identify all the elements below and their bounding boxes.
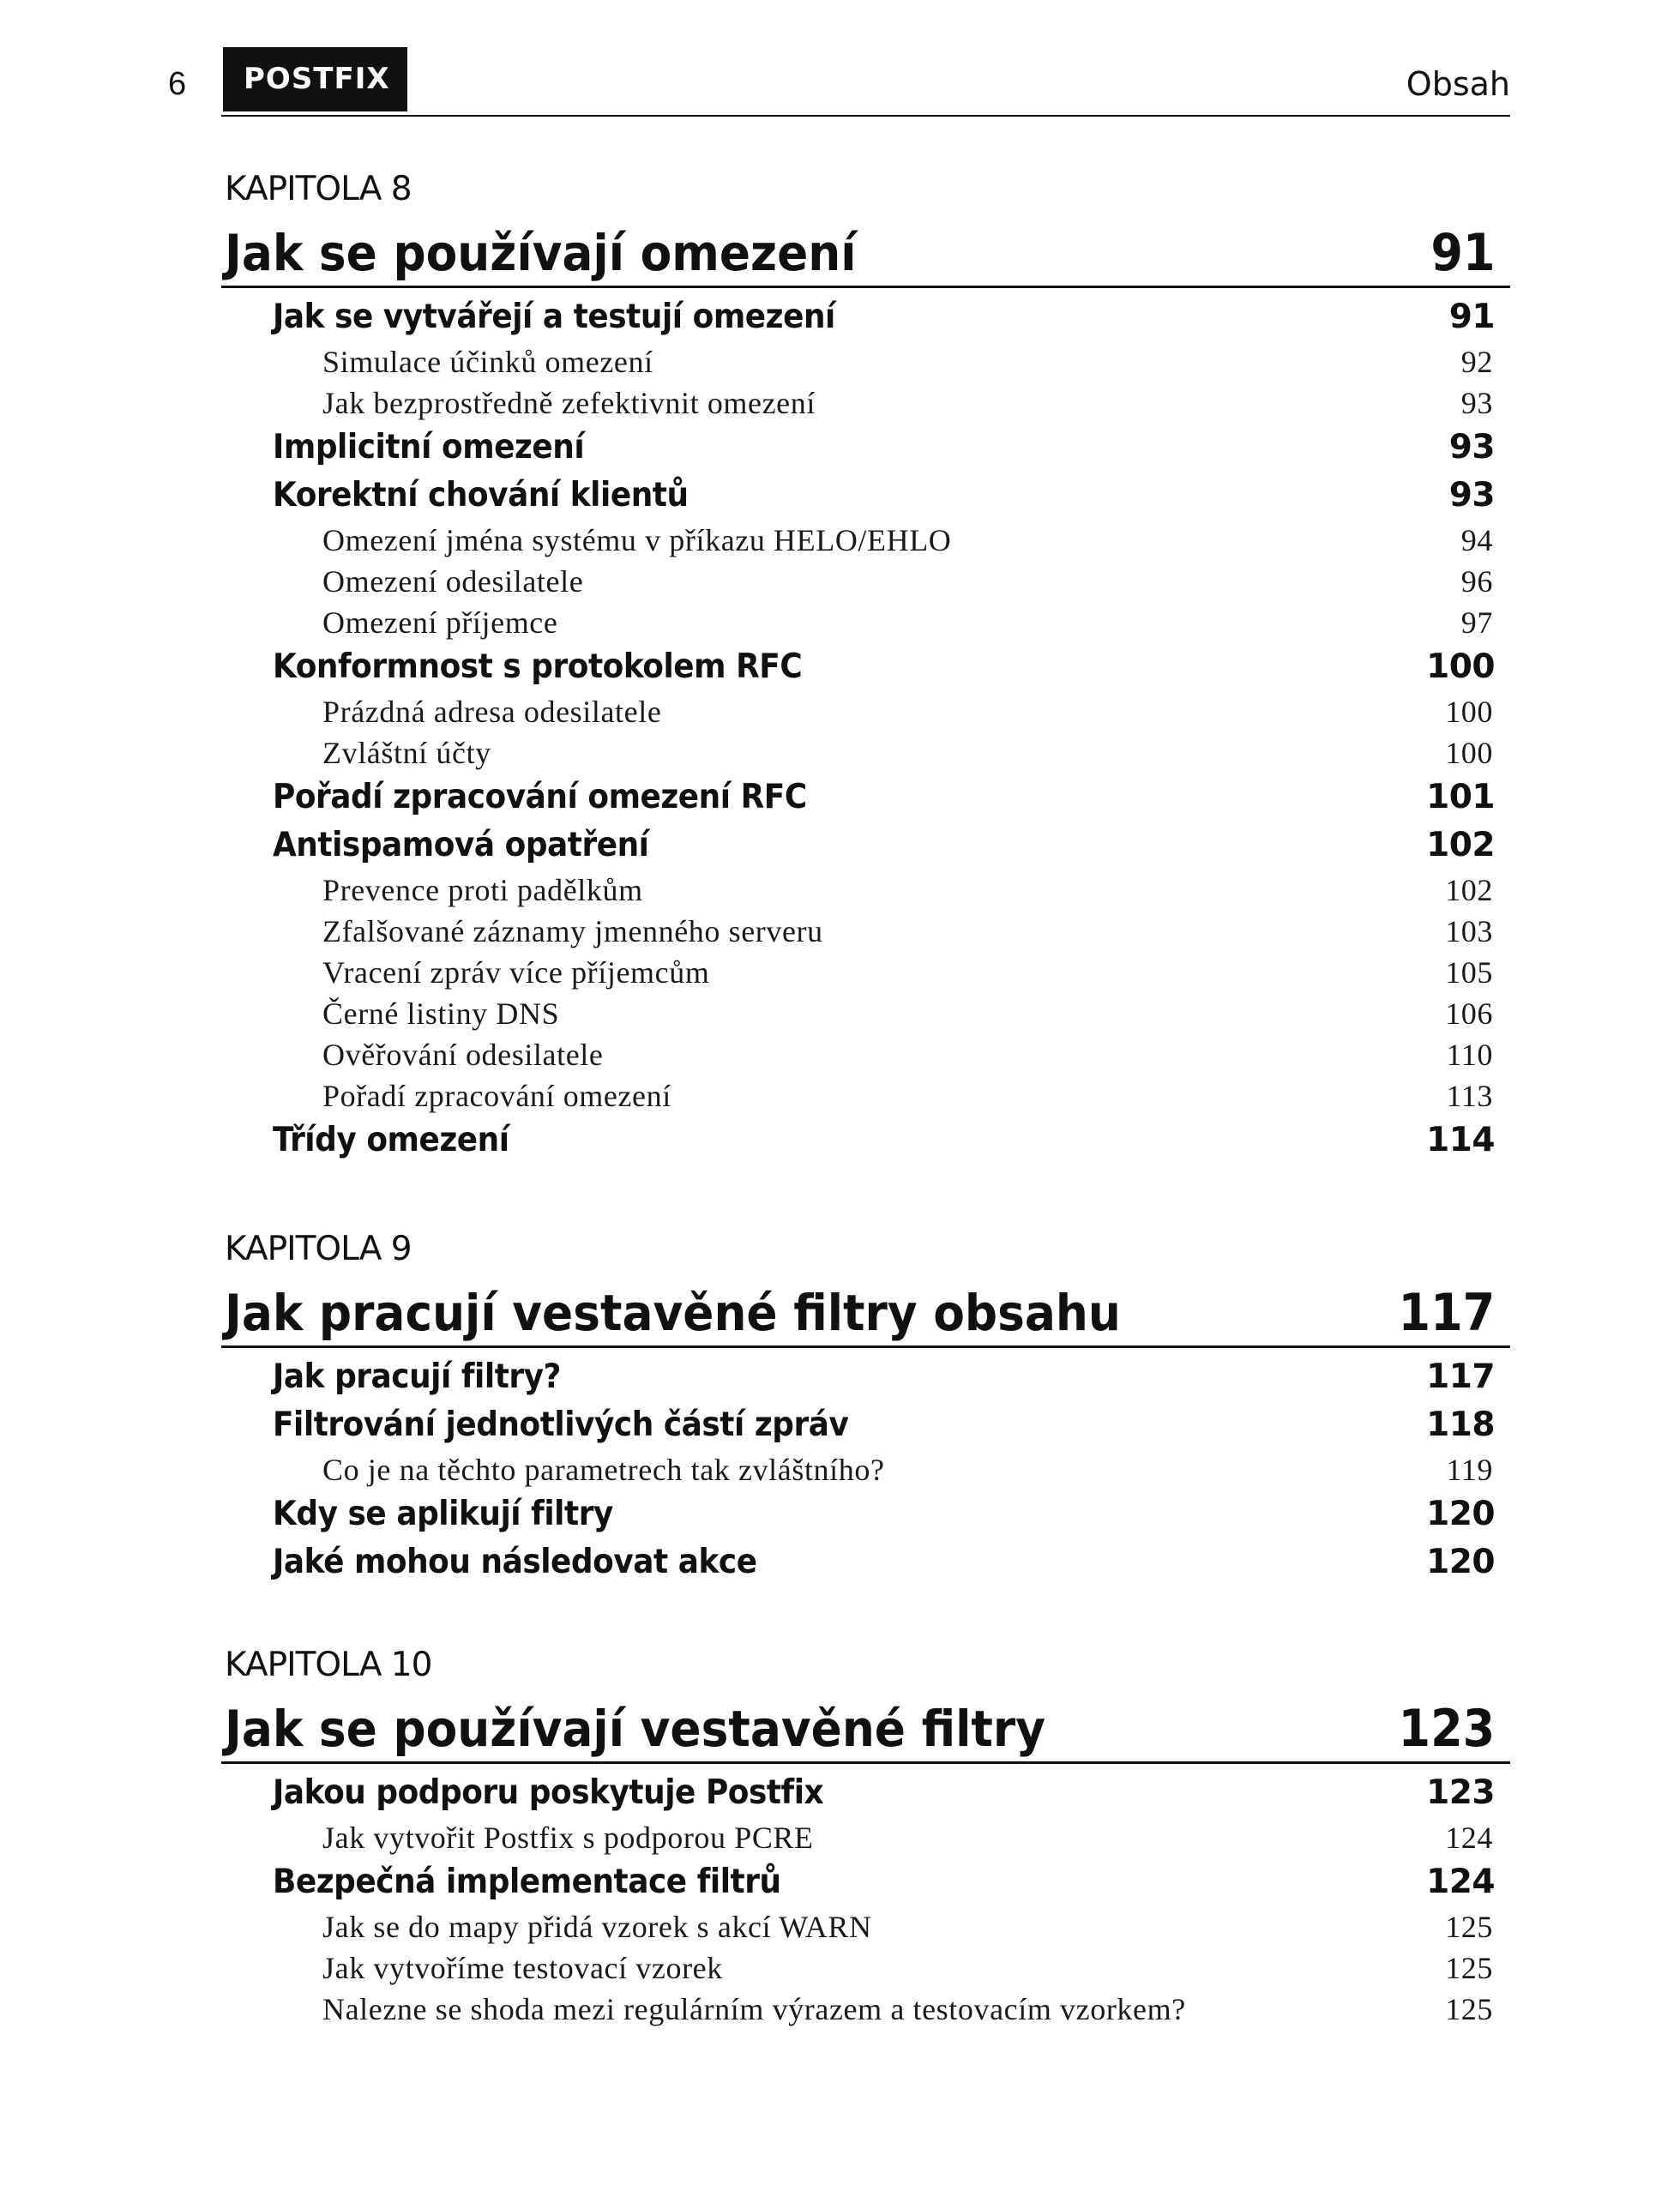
- section-label: Obsah: [1406, 65, 1510, 103]
- page-header: [0, 0, 1680, 120]
- entry-page-number: 94: [1460, 523, 1493, 557]
- entry-title: Omezení jména systému v příkazu HELO/EHLO: [322, 523, 952, 557]
- toc-entries: [221, 293, 1510, 1165]
- entry-page-number: 103: [1445, 914, 1493, 948]
- chapter-8: [221, 168, 1510, 1165]
- chapter-heading[interactable]: [221, 1279, 1510, 1348]
- toc-section-entry[interactable]: [221, 1353, 1510, 1401]
- entry-page-number: 117: [1426, 1357, 1495, 1396]
- entry-page-number: 123: [1426, 1773, 1495, 1812]
- toc-section-entry[interactable]: [221, 1401, 1510, 1449]
- toc-subsection-entry[interactable]: [221, 341, 1510, 382]
- entry-title: Jak se do mapy přidá vzorek s akcí WARN: [322, 1910, 872, 1944]
- entry-page-number: 125: [1445, 1910, 1493, 1944]
- entry-page-number: 125: [1445, 1951, 1493, 1985]
- entry-page-number: 120: [1426, 1495, 1495, 1533]
- entry-page-number: 125: [1445, 1992, 1493, 2026]
- toc-section-entry[interactable]: [221, 773, 1510, 822]
- page-number: 6: [168, 66, 187, 102]
- entry-page-number: 120: [1426, 1543, 1495, 1581]
- chapter-heading[interactable]: [221, 220, 1510, 288]
- toc-subsection-entry[interactable]: [221, 952, 1510, 993]
- entry-title: Simulace účinků omezení: [322, 345, 653, 379]
- chapter-9: [221, 1228, 1510, 1586]
- toc-section-entry[interactable]: [221, 1769, 1510, 1817]
- entry-page-number: 114: [1426, 1121, 1495, 1159]
- chapter-heading[interactable]: [221, 1695, 1510, 1764]
- entry-page-number: 100: [1445, 695, 1493, 729]
- chapter-10: [221, 1644, 1510, 2030]
- toc-subsection-entry[interactable]: [221, 691, 1510, 732]
- toc-subsection-entry[interactable]: [221, 382, 1510, 424]
- entry-page-number: 93: [1448, 428, 1495, 466]
- toc-subsection-entry[interactable]: [221, 561, 1510, 602]
- toc-subsection-entry[interactable]: [221, 602, 1510, 643]
- entry-title: Kdy se aplikují filtry: [273, 1495, 613, 1533]
- entry-title: Pořadí zpracování omezení: [322, 1079, 671, 1113]
- entry-page-number: 100: [1426, 647, 1495, 686]
- entry-title: Filtrování jednotlivých částí zpráv: [273, 1405, 849, 1444]
- toc-subsection-entry[interactable]: [221, 1034, 1510, 1075]
- toc-entries: [221, 1353, 1510, 1586]
- entry-title: Třídy omezení: [273, 1121, 509, 1159]
- entry-title: Ověřování odesilatele: [322, 1038, 604, 1072]
- toc-section-entry[interactable]: [221, 472, 1510, 520]
- entry-title: Zvláštní účty: [322, 736, 491, 770]
- entry-page-number: 113: [1446, 1079, 1493, 1113]
- entry-title: Konformnost s protokolem RFC: [273, 647, 803, 686]
- toc-subsection-entry[interactable]: [221, 1989, 1510, 2030]
- entry-title: Korektní chování klientů: [273, 476, 689, 515]
- entry-page-number: 119: [1446, 1453, 1493, 1487]
- chapter-title: Jak se používají vestavěné filtry: [225, 1700, 1046, 1758]
- chapter-page-number: 117: [1398, 1283, 1495, 1343]
- entry-page-number: 93: [1460, 386, 1493, 420]
- entry-title: Prevence proti padělkům: [322, 873, 643, 907]
- entry-title: Černé listiny DNS: [322, 996, 560, 1031]
- entry-title: Nalezne se shoda mezi regulárním výrazem a testovacím vzorkem?: [322, 1992, 1186, 2026]
- entry-page-number: 124: [1445, 1821, 1493, 1855]
- toc-subsection-entry[interactable]: [221, 911, 1510, 952]
- toc-section-entry[interactable]: [221, 822, 1510, 870]
- entry-page-number: 124: [1426, 1863, 1495, 1901]
- entry-title: Jak pracují filtry?: [273, 1357, 561, 1396]
- entry-page-number: 92: [1460, 345, 1493, 379]
- entry-page-number: 93: [1448, 476, 1495, 515]
- toc-subsection-entry[interactable]: [221, 870, 1510, 911]
- entry-title: Jak bezprostředně zefektivnit omezení: [322, 386, 816, 420]
- entry-title: Bezpečná implementace filtrů: [273, 1863, 781, 1901]
- entry-title: Jak vytvořit Postfix s podporou PCRE: [322, 1821, 814, 1855]
- toc-subsection-entry[interactable]: [221, 1449, 1510, 1490]
- entry-title: Jak vytvoříme testovací vzorek: [322, 1951, 723, 1985]
- chapter-title: Jak pracují vestavěné filtry obsahu: [225, 1284, 1121, 1342]
- chapter-title: Jak se používají omezení: [225, 224, 857, 282]
- entry-page-number: 102: [1445, 873, 1493, 907]
- toc-subsection-entry[interactable]: [221, 1906, 1510, 1947]
- entry-title: Jaké mohou následovat akce: [273, 1543, 757, 1581]
- entry-page-number: 100: [1445, 736, 1493, 770]
- book-title-tab: POSTFIX: [223, 47, 407, 111]
- toc-entries: [221, 1769, 1510, 2030]
- entry-page-number: 97: [1460, 605, 1493, 640]
- toc-section-entry[interactable]: [221, 293, 1510, 341]
- entry-title: Omezení příjemce: [322, 605, 558, 640]
- entry-title: Antispamová opatření: [273, 826, 649, 864]
- toc-section-entry[interactable]: [221, 1538, 1510, 1586]
- entry-page-number: 96: [1460, 564, 1493, 599]
- chapter-page-number: 123: [1398, 1699, 1495, 1759]
- toc-section-entry[interactable]: [221, 643, 1510, 691]
- entry-title: Jakou podporu poskytuje Postfix: [273, 1773, 824, 1812]
- chapter-label: KAPITOLA 9: [225, 1230, 412, 1268]
- toc-subsection-entry[interactable]: [221, 732, 1510, 773]
- toc-subsection-entry[interactable]: [221, 993, 1510, 1034]
- toc-section-entry[interactable]: [221, 1117, 1510, 1165]
- entry-page-number: 118: [1426, 1405, 1495, 1444]
- entry-title: Vracení zpráv více příjemcům: [322, 955, 710, 990]
- toc-section-entry[interactable]: [221, 1858, 1510, 1906]
- entry-title: Zfalšované záznamy jmenného serveru: [322, 914, 823, 948]
- entry-page-number: 106: [1445, 996, 1493, 1031]
- entry-title: Implicitní omezení: [273, 428, 585, 466]
- entry-page-number: 91: [1448, 298, 1495, 336]
- toc-section-entry[interactable]: [221, 1490, 1510, 1538]
- toc-subsection-entry[interactable]: [221, 520, 1510, 561]
- entry-title: Pořadí zpracování omezení RFC: [273, 778, 807, 816]
- toc-section-entry[interactable]: [221, 424, 1510, 472]
- toc-subsection-entry[interactable]: [221, 1947, 1510, 1989]
- toc-subsection-entry[interactable]: [221, 1817, 1510, 1858]
- entry-title: Omezení odesilatele: [322, 564, 584, 599]
- entry-page-number: 102: [1426, 826, 1495, 864]
- header-rule: [221, 115, 1510, 117]
- chapter-page-number: 91: [1430, 223, 1495, 283]
- toc-subsection-entry[interactable]: [221, 1075, 1510, 1117]
- entry-page-number: 110: [1446, 1038, 1493, 1072]
- entry-title: Prázdná adresa odesilatele: [322, 695, 662, 729]
- entry-page-number: 101: [1426, 778, 1495, 816]
- entry-title: Co je na těchto parametrech tak zvláštního?: [322, 1453, 885, 1487]
- chapter-label: KAPITOLA 10: [225, 1646, 432, 1684]
- chapter-label: KAPITOLA 8: [225, 170, 412, 208]
- entry-title: Jak se vytvářejí a testují omezení: [273, 298, 835, 336]
- entry-page-number: 105: [1445, 955, 1493, 990]
